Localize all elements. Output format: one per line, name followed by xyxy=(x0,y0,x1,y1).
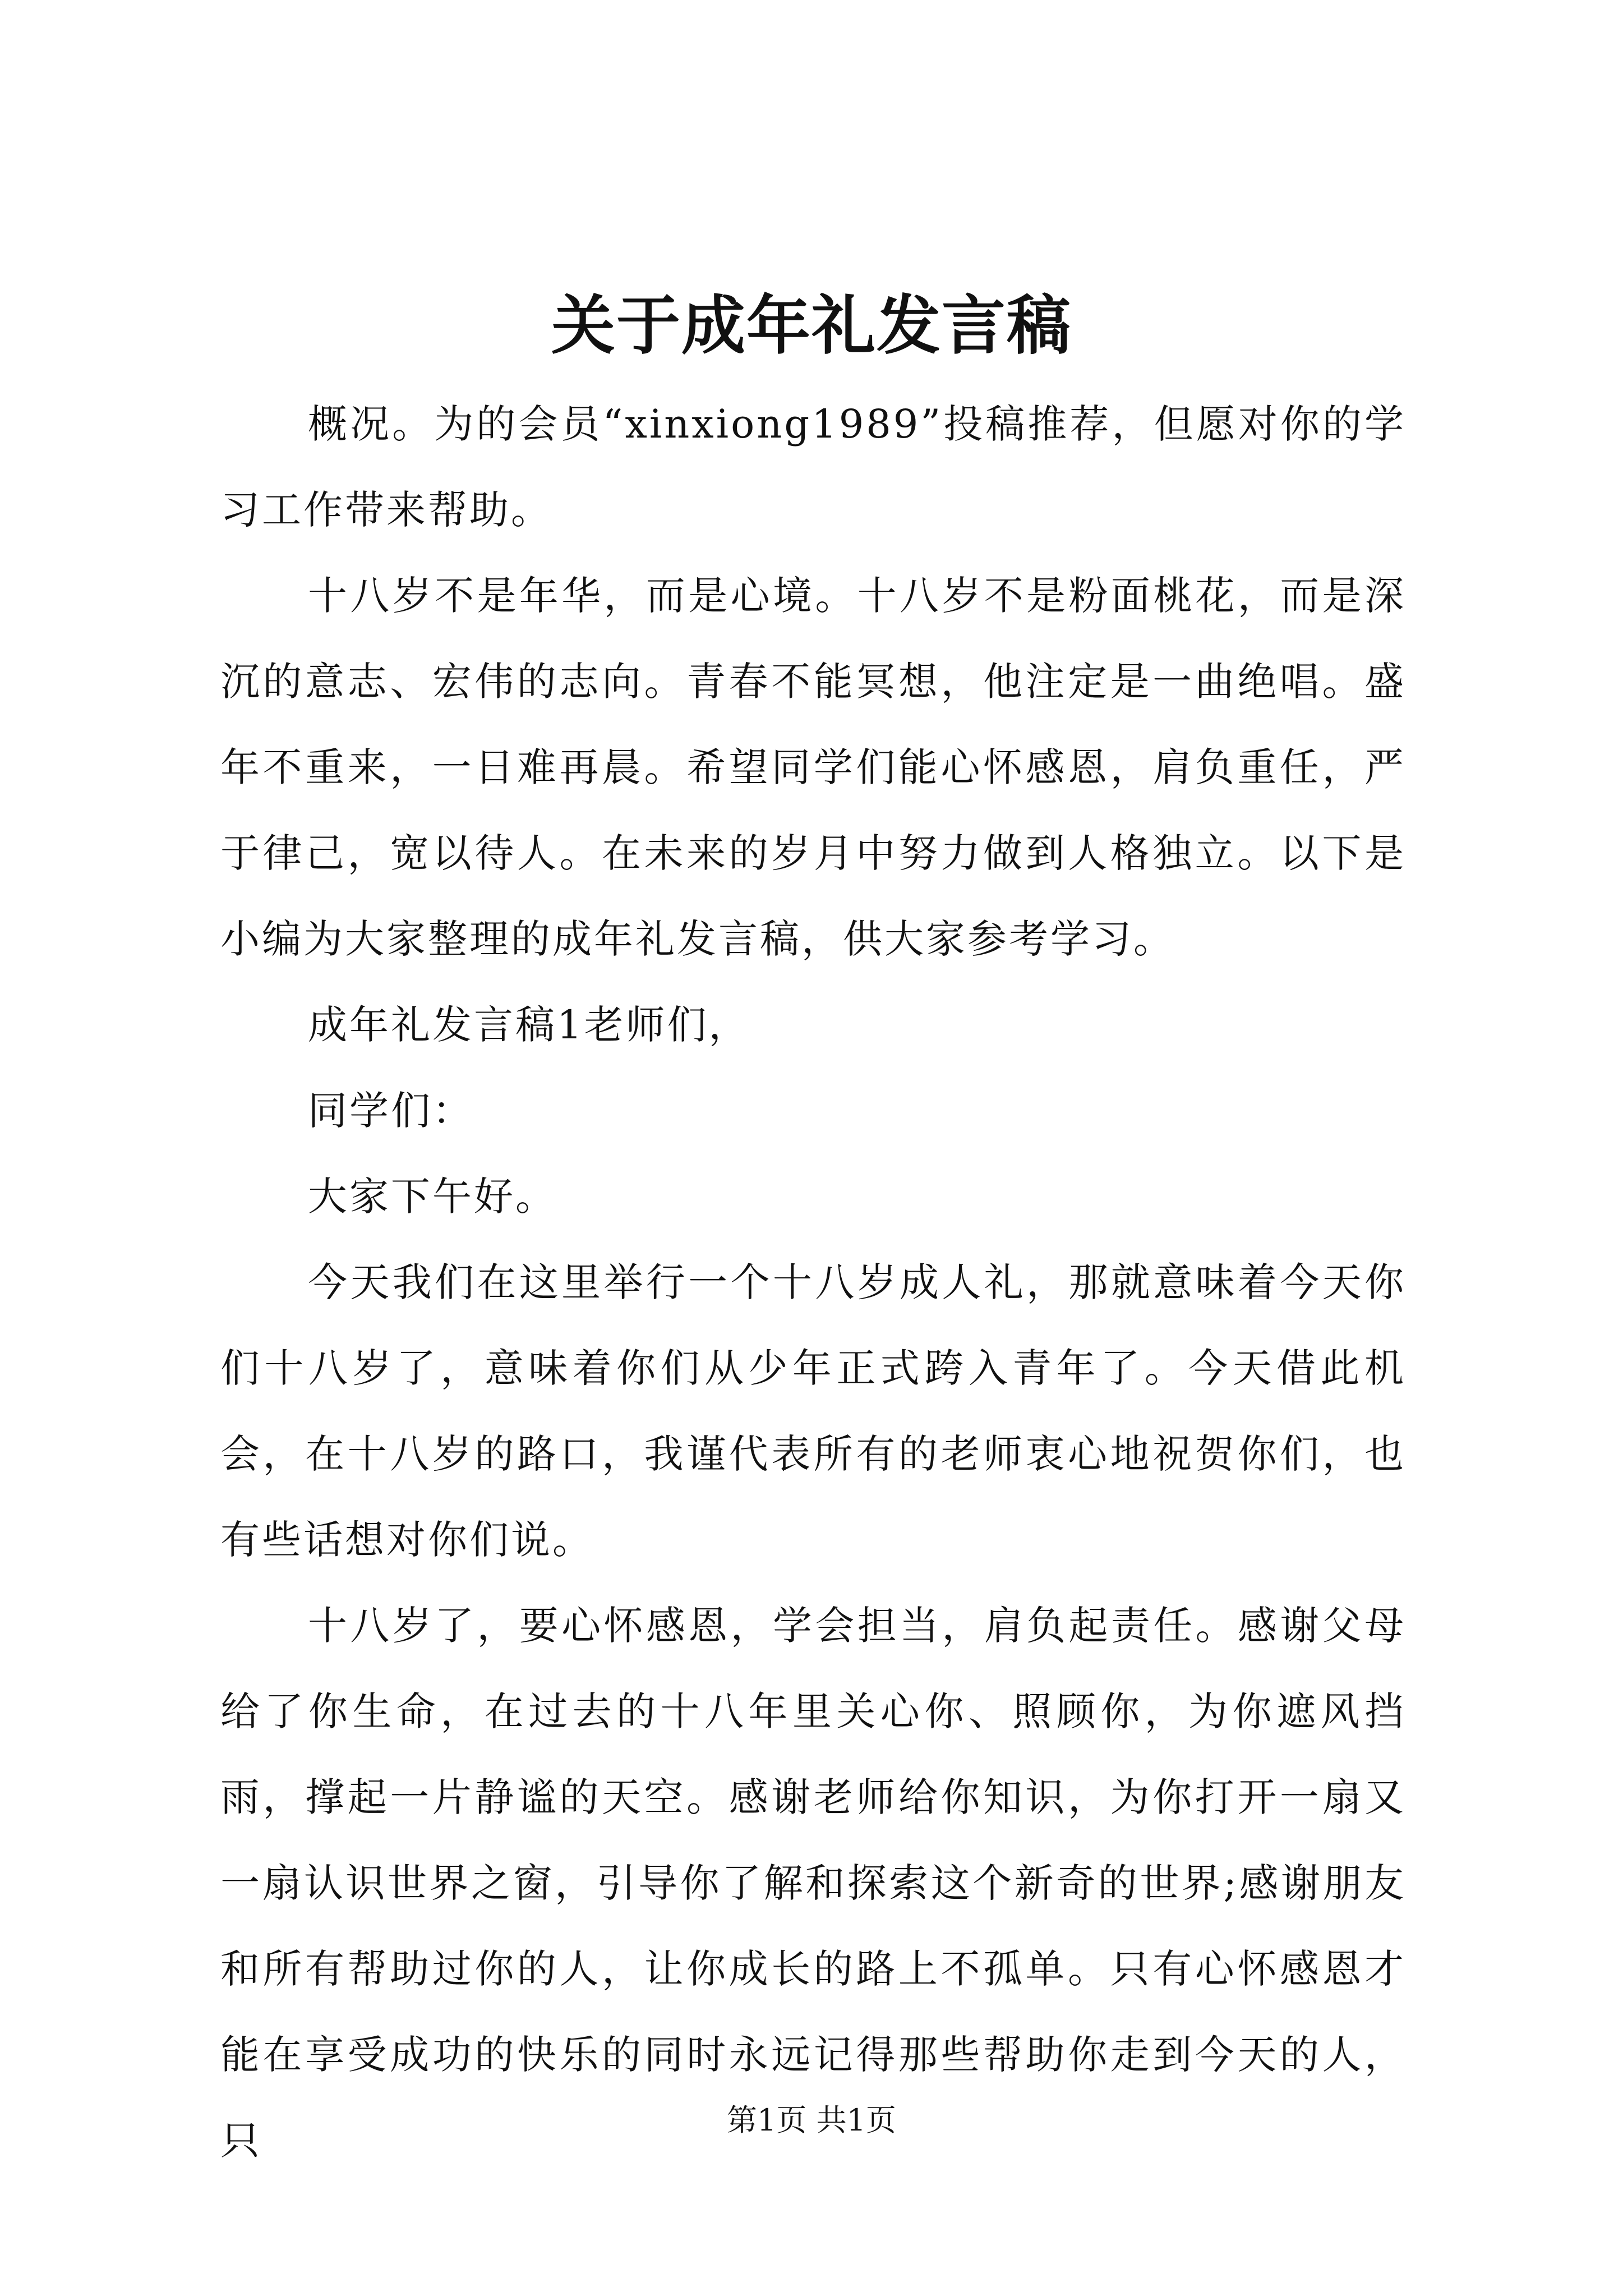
paragraph-speech-heading: 成年礼发言稿1老师们， xyxy=(308,1002,750,1048)
paragraph-intro: 概况。为的会员“xinxiong1989”投稿推荐，但愿对你的学习工作带来帮助。 xyxy=(220,401,1406,533)
paragraph-ceremony: 今天我们在这里举行一个十八岁成人礼，那就意味着今天你们十八岁了，意味着你们从少年正式跨入青年了。今天借此机会，在十八岁的路口，我谨代表所有的老师衷心地祝贺你们，也有些话想对你们说。 xyxy=(220,1259,1406,1563)
page-footer: 第1页 共1页 xyxy=(727,2102,896,2138)
paragraph-salutation: 同学们： xyxy=(308,1088,474,1134)
paragraph-preface: 十八岁不是年华，而是心境。十八岁不是粉面桃花，而是深沉的意志、宏伟的志向。青春不能冥想，他注定是一曲绝唱。盛年不重来，一日难再晨。希望同学们能心怀感恩，肩负重任，严于律己，宽以待人。在未来的岁月中努力做到人格独立。以下是小编为大家整理的成年礼发言稿，供大家参考学习。 xyxy=(220,573,1406,962)
paragraph-greeting: 大家下午好。 xyxy=(308,1174,557,1220)
paragraph-gratitude: 十八岁了，要心怀感恩，学会担当，肩负起责任。感谢父母给了你生命，在过去的十八年里关心你、照顾你，为你遮风挡雨，撑起一片静谧的天空。感谢老师给你知识，为你打开一扇又一扇认识世界之窗，引导你了解和探索这个新奇的世界;感谢朋友和所有帮助过你的人，让你成长的路上不孤单。只有心怀感恩才能在享受成功的快乐的同时永远记得那些帮助你走到今天的人，只 xyxy=(220,1603,1406,2164)
document-body xyxy=(220,381,1406,2184)
document-title: 关于成年礼发言稿 xyxy=(551,288,1072,363)
